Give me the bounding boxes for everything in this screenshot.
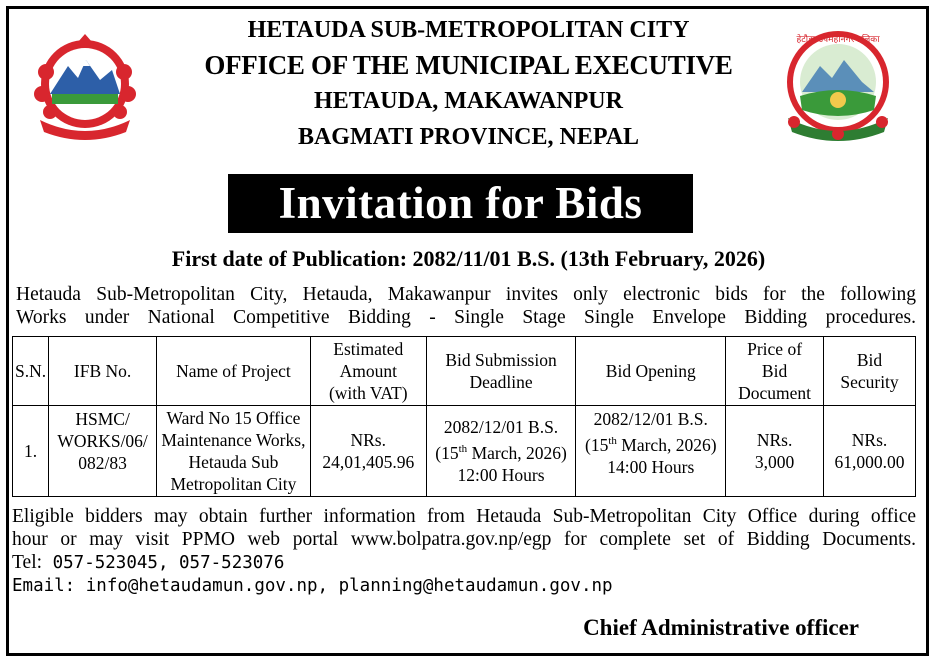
footer-email: Email: info@hetaudamun.gov.np, planning@hetaudamun.gov.np — [12, 576, 613, 596]
tel-label: Tel: — [12, 552, 43, 573]
header-opening: Bid Opening — [576, 337, 726, 406]
cell-sn: 1. — [13, 406, 49, 497]
header-sn: S.N. — [13, 337, 49, 406]
cell-amount: NRs. 24,01,405.96 — [310, 406, 426, 497]
intro-line-2: Works under National Competitive Bidding - Single Stage Single Envelope Bidding procedures. — [16, 307, 916, 328]
notice-title: Invitation for Bids — [228, 174, 693, 233]
footer-line-1: Eligible bidders may obtain further information from Hetauda Sub-Metropolitan City Office during office — [12, 506, 916, 527]
publication-date: First date of Publication: 2082/11/01 B.S. (13th February, 2026) — [171, 246, 766, 271]
header-project: Name of Project — [157, 337, 311, 406]
office-title: HETAUDA SUB-METROPOLITAN CITY — [247, 17, 690, 43]
signature-title: Chief Administrative officer — [583, 615, 859, 640]
cell-opening: 2082/12/01 B.S. (15th March, 2026) 14:00 Hours — [576, 406, 726, 497]
cell-price: NRs. 3,000 — [726, 406, 824, 497]
seal-text: हेटौडा उपमहानगरपालिका — [796, 35, 880, 45]
office-address: HETAUDA, MAKAWANPUR — [314, 88, 623, 114]
cell-deadline: 2082/12/01 B.S. (15th March, 2026) 12:00 Hours — [426, 406, 576, 497]
tel-numbers: 057-523045, 057-523076 — [42, 553, 285, 573]
bids-table — [12, 336, 916, 497]
header-price: Price of Bid Document — [726, 337, 824, 406]
table-row — [13, 406, 916, 497]
cell-project: Ward No 15 Office Maintenance Works, Hetauda Sub Metropolitan City — [157, 406, 311, 497]
footer-line-2: hour or may visit PPMO web portal www.bolpatra.gov.np/egp for complete set of Bidding Documents. — [12, 529, 916, 550]
header-ifb: IFB No. — [49, 337, 157, 406]
footer-tel — [12, 551, 916, 575]
header-deadline: Bid Submission Deadline — [426, 337, 576, 406]
office-province: BAGMATI PROVINCE, NEPAL — [297, 124, 640, 150]
cell-security: NRs. 61,000.00 — [824, 406, 916, 497]
intro-line-1: Hetauda Sub-Metropolitan City, Hetauda, Makawanpur invites only electronic bids for the following — [16, 284, 916, 305]
office-subtitle: OFFICE OF THE MUNICIPAL EXECUTIVE — [204, 50, 733, 80]
header-estimated: Estimated Amount (with VAT) — [310, 337, 426, 406]
cell-ifb: HSMC/ WORKS/06/ 082/83 — [49, 406, 157, 497]
header-security: Bid Security — [824, 337, 916, 406]
table-header-row — [13, 337, 916, 406]
